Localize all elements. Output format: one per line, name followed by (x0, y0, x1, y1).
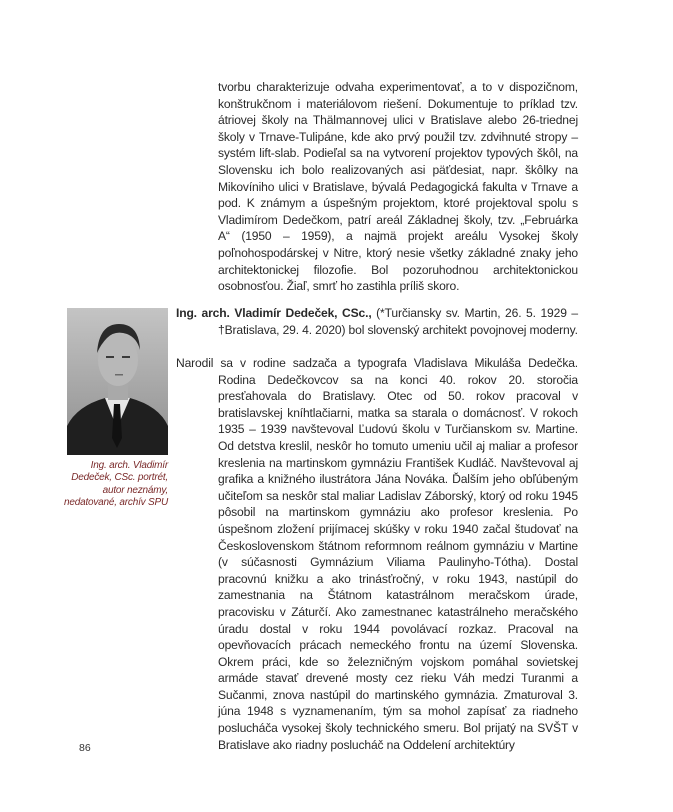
paragraph-text: tvorbu charakterizuje odvaha experimentovať, a to v dispozičnom, konštrukčnom i materiálovom riešení. Dokumentuje to príklad tzv. átriovej školy na Thälmannovej ulici v Bratislave alebo 26-triednej školy v Trnave-Tulipáne, kde ako prvý použil tzv. zdvihnuté stropy – systém lift-slab. Podieľal sa na vytvorení projektov typových škôl, na Slovensku ich bolo realizovaných asi päťdesiat, napr. škôlky na Mikovíniho ulici v Bratislave, bývalá Pedagogická fakulta v Trnave a pod. K známym a úspešným projektom, ktoré projektoval spolu s Vladimírom Dedečkom, patrí areál Základnej školy, tzv. „Februárka A“ (1950 – 1959), a najmä projekt areálu Vysokej školy poľnohospodárskej v Nitre, ktorý nesie všetky základné znaky jeho architektonickej filozofie. Bol pozoruhodnou architektonickou osobnosťou. Žiaľ, smrť ho zastihla príliš skoro. (218, 80, 578, 294)
caption-line: Dedeček, CSc. portrét, (71, 472, 168, 484)
biography-text: Narodil sa v rodine sadzača a typografa Vladislava Mikuláša Dedečka. Rodina Dedečkovcov sa na konci 40. rokov 20. storočia presťahovala do Bratislavy. Otec od 50. rokov pracoval v bratislavskej kníhtlačiarni, matka sa starala o domácnosť. V rokoch 1935 – 1939 navštevoval Ľudovú školu v Turčianskom sv. Martine. Od detstva kreslil, neskôr ho tomuto umeniu učil aj maliar a profesor kreslenia na martinskom gymnáziu František Kudláč. Navštevoval aj grafika a knižného ilustrátora Jána Nováka. Ďalším jeho obľúbeným učiteľom sa neskôr stal maliar Ladislav Záborský, ktorý od roku 1945 pôsobil na martinskom gymnáziu ako profesor kreslenia. Po úspešnom zložení prijímacej skúšky v roku 1940 začal študovať na Československom štátnom reformnom reálnom gymnáziu v Martine (v súčasnosti Gymnázium Viliama Paulinyho-Tótha). Dostal pracovnú knižku a ako trinásťročný, v roku 1943, nastúpil do zamestnania na Štátnom katastrálnom meračskom úrade, pracovisku v Záturčí. Ako zamestnanec katastrálneho meračského úradu dostal v roku 1944 povolávací rozkaz. Pracoval na opevňovacích prácach nemeckého frontu na území Slovenska. Okrem práci, kde so železničným vojskom pomáhal sovietskej armáde stavať drevené mosty cez rieku Váh medzi Turanmi a Sučanmi, znova nastúpil do martinského gymnázia. Zmaturoval 3. júna 1948 s vyznamenaním, tým sa mohol zapísať za riadneho poslucháča vysokej školy technického smeru. Bol prijatý na SVŠT v Bratislave ako riadny poslucháč na Oddelení architektúry (176, 356, 578, 752)
entry-dates: (*Turčiansky sv. Martin, 26. 5. 1929 – †Bratislava, 29. 4. 2020) bol slovenský architekt povojnovej moderny. (218, 306, 578, 337)
continued-paragraph (218, 79, 578, 295)
portrait-photo (67, 308, 168, 455)
caption-line: nedatované, archív SPU (64, 497, 168, 509)
biography-entry-heading (176, 305, 578, 338)
entry-heading-paragraph (176, 305, 578, 338)
entry-name: Ing. arch. Vladimír Dedeček, CSc., (176, 306, 372, 320)
caption-line: Ing. arch. Vladimír (90, 460, 168, 471)
caption-line: autor neznámy, (102, 484, 168, 496)
biography-body (176, 355, 578, 753)
portrait-image (67, 308, 168, 455)
page-number: 86 (79, 742, 91, 754)
photo-caption (40, 460, 168, 510)
